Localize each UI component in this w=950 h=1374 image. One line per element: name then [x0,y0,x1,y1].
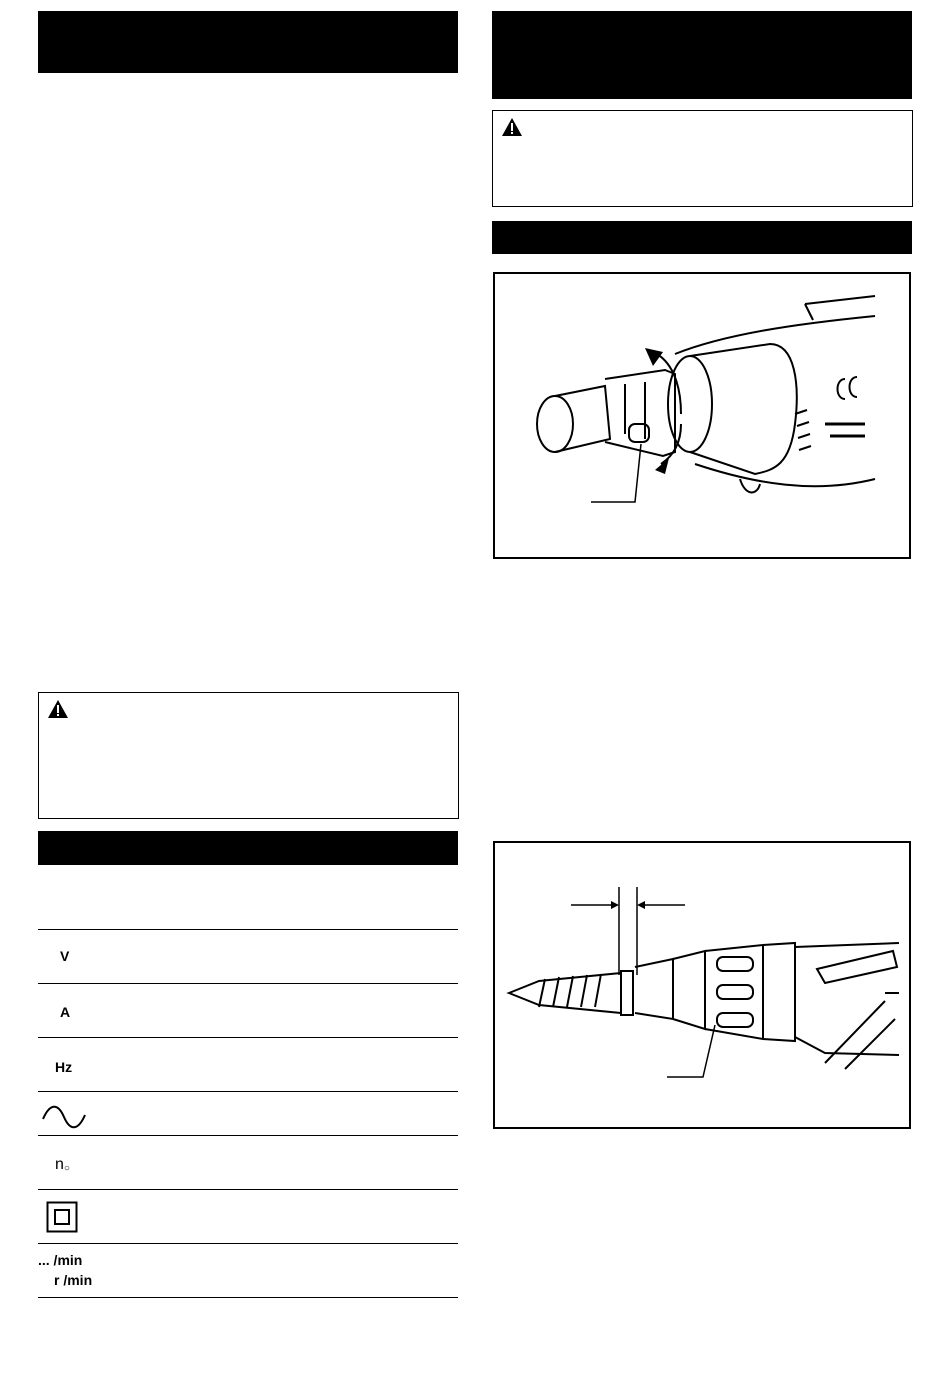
symbol-row-per-minute [38,1244,458,1298]
per-minute-symbol: ... /min r /min [38,1252,93,1288]
symbol-row-header [38,876,458,930]
left-section-header-bar [38,11,458,73]
screwdriver-nose-illustration [495,274,909,557]
right-warning-box [492,110,913,207]
symbol-row-volt [38,930,458,984]
warning-triangle-icon [47,699,69,719]
symbol-row-no-load-speed [38,1136,458,1190]
no-load-speed-symbol: n○ [55,1156,70,1174]
symbol-row-alternating-current [38,1092,458,1136]
screw-depth-illustration [495,843,909,1127]
symbol-row-ampere [38,984,458,1038]
ampere-symbol: A [60,1004,71,1020]
left-warning-box [38,692,459,819]
ac-wave-icon [40,1105,88,1129]
right-subsection-header-bar [492,221,912,254]
symbol-row-class-ii [38,1190,458,1244]
right-section-header-bar [492,11,912,99]
hertz-symbol: Hz [55,1059,73,1075]
symbols-header-bar [38,831,458,865]
screw-depth-figure [493,841,911,1129]
volt-symbol: V [60,948,70,964]
warning-triangle-icon [501,117,523,137]
double-square-icon [46,1201,78,1233]
symbol-row-hertz [38,1038,458,1092]
locator-adjustment-figure [493,272,911,559]
